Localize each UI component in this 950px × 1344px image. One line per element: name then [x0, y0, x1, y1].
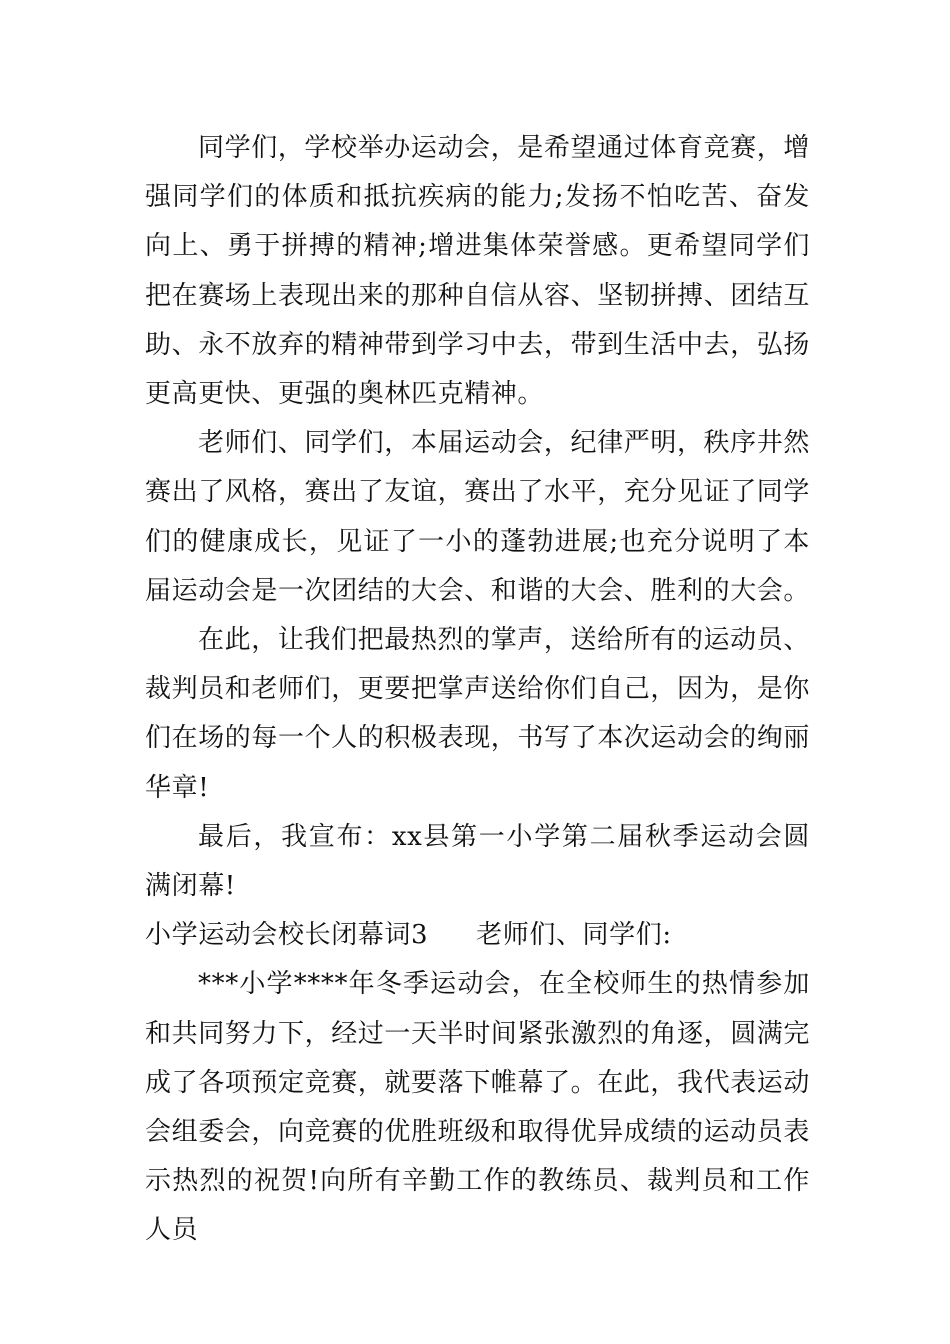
paragraph-5: ***小学****年冬季运动会，在全校师生的热情参加和共同努力下，经过一天半时间紧张激烈的角逐，圆满完成了各项预定竞赛，就要落下帷幕了。在此，我代表运动会组委会，向竞赛的优胜班级和取得优异成绩的运动员表示热烈的祝贺!向所有辛勤工作的教练员、裁判员和工作人员 — [145, 969, 811, 1246]
paragraph-1: 同学们，学校举办运动会，是希望通过体育竞赛，增强同学们的体质和抵抗疾病的能力;发扬不怕吃苦、奋发向上、勇于拼搏的精神;增进集体荣誉感。更希望同学们把在赛场上表现出来的那种自信从容、坚韧拼搏、团结互助、永不放弃的精神带到学习中去，带到生活中去，弘扬更高更快、更强的奥林匹克精神。 — [145, 133, 811, 410]
salutation: 老师们、同学们: — [476, 920, 672, 951]
document-page — [145, 124, 810, 1256]
paragraph-2: 老师们、同学们，本届运动会，纪律严明，秩序井然赛出了风格，赛出了友谊，赛出了水平，充分见证了同学们的健康成长，见证了一小的蓬勃进展;也充分说明了本届运动会是一次团结的大会、和谐的大会、胜利的大会。 — [145, 428, 811, 606]
section-heading-line — [145, 911, 810, 960]
section-title: 小学运动会校长闭幕词3 — [145, 920, 429, 951]
paragraph-3: 在此，让我们把最热烈的掌声，送给所有的运动员、裁判员和老师们，更要把掌声送给你们自己，因为，是你们在场的每一个人的积极表现，书写了本次运动会的绚丽华章! — [145, 625, 811, 803]
paragraph-4: 最后，我宣布：xx县第一小学第二届秋季运动会圆满闭幕! — [145, 821, 810, 902]
